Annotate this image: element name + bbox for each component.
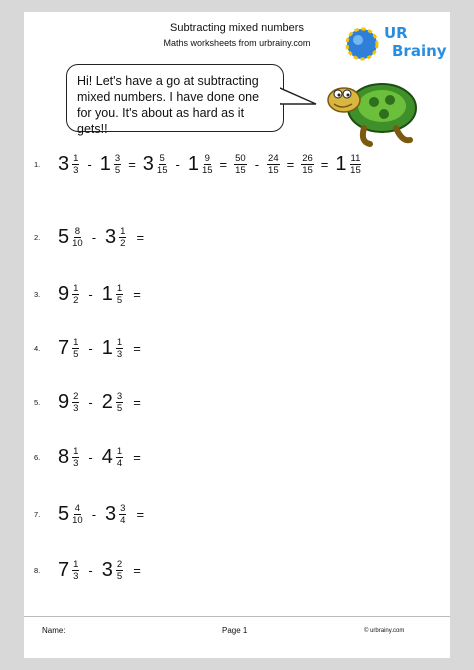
equals-sign: =	[128, 156, 136, 172]
speech-bubble	[66, 64, 284, 136]
fraction	[116, 337, 123, 360]
denominator: 5	[116, 402, 123, 414]
denominator: 5	[116, 294, 123, 306]
equals-sign: =	[133, 340, 141, 356]
numerator: 5	[159, 152, 165, 164]
numerator: 8	[74, 225, 81, 237]
fraction	[72, 559, 79, 582]
minus-sign: -	[254, 156, 260, 172]
mixed-number	[188, 153, 213, 176]
minus-sign: -	[87, 156, 92, 172]
mixed-number	[58, 283, 79, 306]
problem-expression	[58, 391, 151, 414]
problem-row	[24, 144, 450, 184]
copyright-text: © urbrainy.com	[364, 628, 405, 634]
numerator: 1	[116, 282, 123, 294]
problem-expression	[58, 226, 154, 249]
numerator: 9	[204, 152, 210, 164]
equals-sign: =	[133, 449, 141, 465]
equals-sign: =	[219, 156, 228, 172]
whole-number: 3	[105, 502, 117, 525]
problem-number: 4.	[34, 343, 41, 353]
mixed-number	[58, 226, 83, 249]
minus-sign: -	[88, 286, 93, 302]
denominator: 10	[72, 514, 83, 526]
numerator: 1	[73, 558, 79, 570]
minus-sign: -	[175, 156, 180, 172]
problem-row	[24, 274, 450, 314]
fraction	[72, 446, 79, 469]
urbrainy-logo	[342, 22, 447, 66]
numerator: 50	[235, 152, 246, 164]
whole-number: 4	[101, 445, 113, 468]
whole-number: 3	[142, 152, 154, 175]
denominator: 3	[73, 402, 79, 414]
problem-row	[24, 217, 450, 257]
fraction	[350, 153, 362, 176]
speech-text: Hi! Let's have a go at subtracting mixed numbers. I have done one for you. It's about as hard as it gets!!	[77, 74, 260, 136]
denominator: 4	[120, 514, 126, 526]
problem-number: 2.	[34, 232, 41, 242]
denominator: 2	[73, 294, 79, 306]
logo-text-top: UR	[384, 24, 408, 42]
mixed-number	[102, 283, 123, 306]
whole-number: 9	[58, 390, 70, 413]
tortoise-illustration	[314, 70, 424, 150]
whole-number: 7	[58, 336, 70, 359]
mixed-number	[335, 153, 361, 176]
fraction	[267, 153, 280, 176]
fraction	[114, 153, 121, 176]
equals-sign: =	[286, 156, 295, 172]
denominator: 5	[114, 164, 121, 176]
numerator: 1	[73, 282, 79, 294]
numerator: 1	[73, 336, 79, 348]
worksheet-subtitle: Maths worksheets from urbrainy.com	[163, 38, 311, 48]
problem-row	[24, 494, 450, 534]
problem-expression	[58, 503, 154, 526]
problem-row	[24, 550, 450, 590]
denominator: 2	[120, 237, 126, 249]
mixed-number	[58, 337, 79, 360]
mixed-number	[105, 226, 126, 249]
denominator: 15	[268, 164, 279, 176]
numerator: 1	[116, 336, 123, 348]
whole-number: 5	[58, 225, 70, 248]
fraction	[72, 503, 83, 526]
problem-number: 6.	[34, 452, 41, 462]
mixed-number	[58, 153, 79, 176]
minus-sign: -	[91, 506, 97, 522]
denominator: 5	[116, 570, 123, 582]
minus-sign: -	[88, 562, 93, 578]
logo-text-bottom: Brainy	[392, 42, 447, 60]
page-number: Page 1	[222, 626, 248, 635]
numerator: 26	[302, 152, 313, 164]
whole-number: 1	[101, 336, 113, 359]
numerator: 4	[74, 502, 81, 514]
fraction	[72, 283, 79, 306]
problem-expression	[58, 283, 151, 306]
whole-number: 3	[105, 225, 117, 248]
fraction	[157, 153, 168, 176]
mixed-number	[143, 153, 168, 176]
whole-number: 2	[101, 390, 113, 413]
whole-number: 1	[99, 152, 111, 175]
minus-sign: -	[88, 340, 93, 356]
fraction	[116, 283, 123, 306]
whole-number: 1	[187, 152, 199, 175]
fraction	[72, 226, 83, 249]
fraction	[72, 337, 79, 360]
whole-number: 1	[335, 152, 347, 175]
minus-sign: -	[88, 449, 93, 465]
numerator: 1	[73, 152, 79, 164]
problem-number: 1.	[34, 159, 41, 169]
whole-number: 5	[58, 502, 70, 525]
whole-number: 9	[58, 282, 70, 305]
denominator: 15	[350, 164, 361, 176]
mixed-number	[58, 559, 79, 582]
minus-sign: -	[91, 229, 97, 245]
numerator: 2	[116, 558, 123, 570]
mixed-number	[102, 391, 123, 414]
problem-number: 5.	[34, 397, 41, 407]
whole-number: 7	[58, 558, 70, 581]
denominator: 3	[73, 164, 79, 176]
whole-number: 3	[101, 558, 113, 581]
problem-expression	[58, 559, 151, 582]
worksheet-page	[24, 12, 450, 658]
numerator: 24	[268, 152, 279, 164]
denominator: 3	[116, 348, 123, 360]
problem-row	[24, 437, 450, 477]
equals-sign: =	[136, 229, 145, 245]
fraction	[116, 391, 123, 414]
denominator: 15	[156, 164, 168, 176]
fraction	[116, 446, 123, 469]
mixed-number	[102, 337, 123, 360]
denominator: 4	[116, 457, 123, 469]
numerator: 1	[73, 445, 79, 457]
problem-row	[24, 328, 450, 368]
minus-sign: -	[88, 394, 93, 410]
fraction	[72, 391, 79, 414]
numerator: 11	[350, 152, 361, 164]
problem-expression	[58, 337, 151, 360]
worksheet-title: Subtracting mixed numbers	[170, 22, 304, 34]
equals-sign: =	[133, 562, 141, 578]
denominator: 15	[201, 164, 213, 176]
numerator: 2	[73, 390, 79, 402]
mixed-number	[58, 503, 83, 526]
denominator: 10	[72, 237, 83, 249]
whole-number: 3	[58, 152, 70, 175]
numerator: 3	[120, 502, 126, 514]
mixed-number	[58, 446, 79, 469]
numerator: 1	[120, 225, 126, 237]
denominator: 3	[73, 457, 79, 469]
problem-number: 3.	[34, 289, 41, 299]
numerator: 1	[116, 445, 123, 457]
mixed-number	[105, 503, 126, 526]
denominator: 3	[73, 570, 79, 582]
equals-sign: =	[133, 394, 141, 410]
problem-expression	[58, 446, 151, 469]
denominator: 15	[235, 164, 246, 176]
equals-sign: =	[320, 156, 329, 172]
mixed-number	[102, 446, 123, 469]
fraction	[72, 153, 79, 176]
numerator: 3	[116, 390, 123, 402]
name-label: Name:	[42, 626, 66, 635]
fraction	[116, 559, 123, 582]
denominator: 5	[73, 348, 79, 360]
fraction	[119, 503, 126, 526]
footer-divider	[24, 616, 450, 617]
mixed-number	[102, 559, 123, 582]
problem-expression	[58, 153, 361, 176]
fraction	[301, 153, 314, 176]
problem-number: 7.	[34, 509, 41, 519]
whole-number: 8	[58, 445, 70, 468]
equals-sign: =	[133, 286, 141, 302]
problem-row	[24, 382, 450, 422]
denominator: 15	[302, 164, 313, 176]
numerator: 3	[114, 152, 121, 164]
fraction	[202, 153, 213, 176]
problem-number: 8.	[34, 565, 41, 575]
mixed-number	[58, 391, 79, 414]
whole-number: 1	[101, 282, 113, 305]
mixed-number	[100, 153, 121, 176]
fraction	[119, 226, 126, 249]
fraction	[234, 153, 247, 176]
equals-sign: =	[136, 506, 145, 522]
